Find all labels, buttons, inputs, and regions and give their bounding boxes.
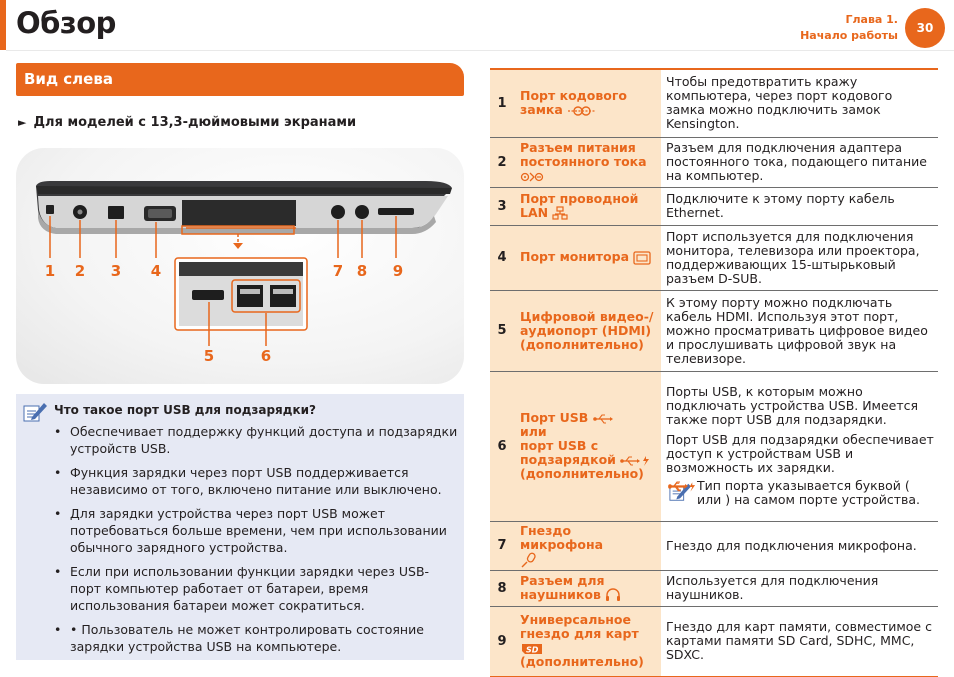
port-name-cell [514,137,661,187]
vga-port-inner [148,209,172,218]
port-name: Порт кодового замка [520,88,627,118]
usb-port-1-contact [240,289,260,294]
note-pencil-icon [22,400,48,424]
table-row [490,570,938,606]
callout-2: 2 [74,262,86,280]
dc-jack-pin [78,210,83,215]
or-label: или [520,424,547,439]
usb-port-2-contact [273,289,293,294]
callout-8: 8 [356,262,368,280]
usb-port-2 [270,285,296,307]
usb-charging-icon [620,455,650,467]
table-row [490,290,938,371]
usb-charging-icon [668,481,696,493]
optional-label: (дополнительно) [520,466,644,481]
port-description: Порт используется для подключения монитора, телевизора или проектора, поддерживающих 15-штырьковый разъем D-SUB. [661,225,938,290]
triangle-bullet-icon: ► [18,116,27,129]
callout-1: 1 [44,262,56,280]
port-name-cell [514,225,661,290]
page-number-badge: 30 [905,8,945,48]
row-number: 3 [490,187,514,225]
table-row [490,521,938,570]
table-row [490,606,938,677]
header-accent-bar [0,0,6,50]
usb-type-note-text-b: ) на самом порте устройства. [725,492,921,507]
section-header [16,63,464,96]
ports-table [490,68,938,677]
model-subheading [18,115,356,130]
port-description [661,371,938,521]
usb-type-note [666,479,934,507]
charging-usb-port-name: порт USB с подзарядкой [520,438,616,467]
port-name: Универсальное гнездо для карт [520,612,639,642]
table-row [490,371,938,521]
callout-6: 6 [260,347,272,365]
row-number: 2 [490,137,514,187]
note-list [54,423,458,662]
chapter-title: Начало работы [800,29,898,42]
usb-port-name: Порт USB [520,410,589,425]
port-name: Порт монитора [520,249,630,265]
port-name: Гнездо микрофона [520,522,604,552]
detail-inset-top [179,262,303,276]
port-name: Порт проводной LAN [520,190,639,220]
header-divider [6,50,954,51]
callout-7: 7 [332,262,344,280]
section-title: Вид слева [24,70,113,88]
port-name: Разъем питания постоянного тока [520,140,647,169]
port-description: Чтобы предотвратить кражу компьютера, через порт кодового замка можно подключить замок Kensington. [661,69,938,137]
port-description: Подключите к этому порту кабель Ethernet. [661,187,938,225]
row-number: 8 [490,570,514,606]
detail-arrow-icon [233,243,243,249]
row-number: 1 [490,69,514,137]
port-description: Разъем для подключения адаптера постоянного тока, подающего питание на компьютер. [661,137,938,187]
kensington-lock-icon [567,105,597,117]
laptop-left-side-figure [16,148,464,384]
hdmi-port [192,290,224,300]
note-item: • • Пользователь не может контролировать состояние зарядки устройства USB на компьютере. [54,621,458,655]
usb-type-note-or: или [697,492,726,507]
chapter-number: Глава 1. [845,13,898,26]
chapter-label [800,12,898,44]
row-number: 6 [490,371,514,521]
port-name-cell [514,187,661,225]
usb-port-1 [237,285,263,307]
port-name-cell [514,606,661,677]
callout-5: 5 [203,347,215,365]
monitor-icon [633,251,651,265]
headphones-icon [605,588,621,602]
port-name: Разъем для наушников [520,572,605,602]
lan-port [108,206,124,219]
row-number: 4 [490,225,514,290]
usb-desc-2: Порт USB для подзарядки обеспечивает доступ к устройствам USB и возможность их зарядки. [666,432,934,475]
note-title: Что такое порт USB для подзарядки? [54,403,316,417]
port-name-cell [514,290,661,371]
page-title: Обзор [16,6,116,40]
headphone-jack [355,205,369,219]
port-description: Используется для подключения наушников. [661,570,938,606]
callout-9: 9 [392,262,404,280]
callout-3: 3 [110,262,122,280]
note-item: • Если при использовании функции зарядки через USB-порт компьютер работает от батареи, время использования батареи может сократиться. [54,563,458,614]
card-slot [378,208,414,215]
usb-desc-1: Порты USB, к которым можно подключать устройства USB. Имеется также порт USB для подзарядки. [666,384,919,427]
row-number: 5 [490,290,514,371]
note-item: • Для зарядки устройства через порт USB может потребоваться больше времени, чем при использовании обычного зарядного устройства. [54,505,458,556]
vent-grille [182,200,296,226]
note-item: • Функция зарядки через порт USB поддерживается независимо от того, включено питание или выключено. [54,464,458,498]
dc-power-icon [520,171,544,183]
microphone-icon [520,552,538,568]
row-number: 9 [490,606,514,677]
svg-text:SD: SD [526,645,539,655]
port-name-cell [514,521,661,570]
port-name-cell [514,570,661,606]
port-description: К этому порту можно подключать кабель HDMI. Используя этот порт, можно просматривать цифровое видео и прослушивать цифровой звук на телевизоре. [661,290,938,371]
lan-icon [552,206,568,220]
kensington-slot [46,205,54,214]
table-row [490,69,938,137]
sd-card-icon [520,643,544,655]
port-name: Цифровой видео-/ аудиопорт (HDMI) (дополнительно) [520,308,654,352]
callout-4: 4 [150,262,162,280]
table-row [490,225,938,290]
usb-icon [593,414,613,424]
subheading-text: Для моделей с 13,3-дюймовыми экранами [33,115,357,130]
port-name-cell [514,371,661,521]
optional-label: (дополнительно) [520,654,644,670]
mic-jack [331,205,345,219]
port-description: Гнездо для карт памяти, совместимое с картами памяти SD Card, SDHC, MMC, SDXC. [661,606,938,677]
table-row [490,137,938,187]
usb-charging-note [16,394,464,660]
usb-type-note-text-a: Тип порта указывается буквой ( [697,478,910,493]
port-description: Гнездо для подключения микрофона. [661,521,938,570]
table-row [490,187,938,225]
port-name-cell [514,69,661,137]
row-number: 7 [490,521,514,570]
note-item: • Обеспечивает поддержку функций доступа и подзарядки устройств USB. [54,423,458,457]
